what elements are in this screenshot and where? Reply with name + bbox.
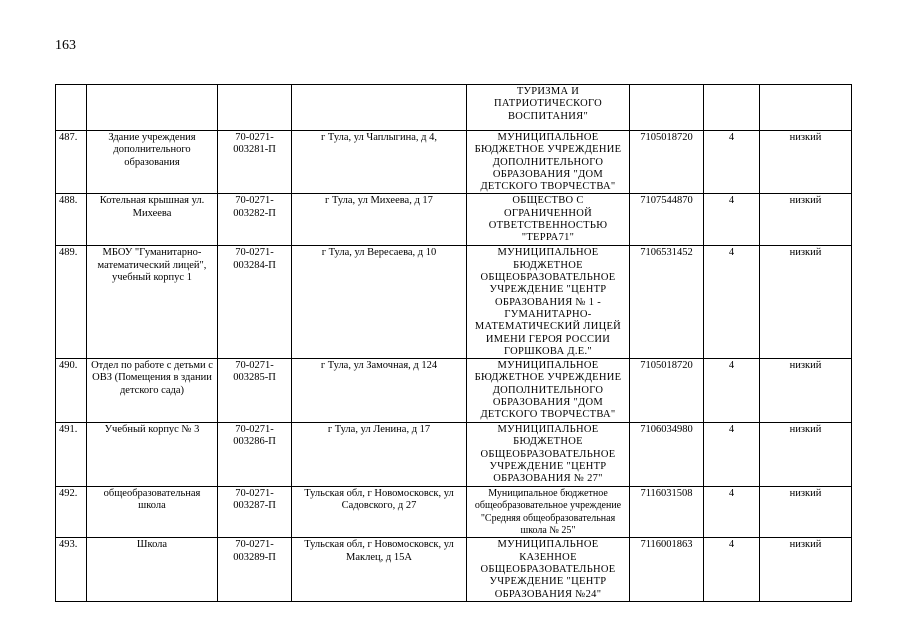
cell-code: 70-0271-003284-П: [218, 246, 292, 359]
cell-organization: МУНИЦИПАЛЬНОЕ БЮДЖЕТНОЕ ОБЩЕОБРАЗОВАТЕЛЬНОЕ УЧРЕЖДЕНИЕ "ЦЕНТР ОБРАЗОВАНИЯ № 1 - ГУМАНИТАРНО-МАТЕМАТИЧЕСКИЙ ЛИЦЕЙ ИМЕНИ ГЕРОЯ РОССИИ ГОРШКОВА Д.Е.": [467, 246, 630, 359]
cell-address: Тульская обл, г Новомосковск, ул Маклец, д 15А: [292, 538, 467, 601]
cell-organization: ТУРИЗМА И ПАТРИОТИЧЕСКОГО ВОСПИТАНИЯ": [467, 85, 630, 131]
cell-risk: [760, 85, 852, 131]
cell-num: [56, 85, 87, 131]
cell-code: 70-0271-003287-П: [218, 487, 292, 538]
cell-category: 4: [704, 246, 760, 359]
registry-table: [55, 84, 852, 602]
cell-address: [292, 85, 467, 131]
cell-address: г Тула, ул Замочная, д 124: [292, 359, 467, 423]
cell-inn: 7106034980: [630, 423, 704, 487]
cell-name: Учебный корпус № 3: [87, 423, 218, 487]
cell-name: общеобразовательная школа: [87, 487, 218, 538]
cell-name: Котельная крышная ул. Михеева: [87, 194, 218, 246]
cell-inn: 7107544870: [630, 194, 704, 246]
cell-organization: МУНИЦИПАЛЬНОЕ БЮДЖЕТНОЕ ОБЩЕОБРАЗОВАТЕЛЬНОЕ УЧРЕЖДЕНИЕ "ЦЕНТР ОБРАЗОВАНИЯ № 27": [467, 423, 630, 487]
cell-risk: низкий: [760, 423, 852, 487]
table-row: [56, 246, 852, 359]
cell-risk: низкий: [760, 487, 852, 538]
cell-name: Здание учреждения дополнительного образования: [87, 131, 218, 194]
cell-organization: ОБЩЕСТВО С ОГРАНИЧЕННОЙ ОТВЕТСТВЕННОСТЬЮ "ТЕРРА71": [467, 194, 630, 246]
cell-inn: 7105018720: [630, 359, 704, 423]
cell-name: [87, 85, 218, 131]
cell-organization: Муниципальное бюджетное общеобразовательное учреждение "Средняя общеобразовательная школа № 25": [467, 487, 630, 538]
cell-risk: низкий: [760, 194, 852, 246]
cell-code: 70-0271-003281-П: [218, 131, 292, 194]
cell-name: Отдел по работе с детьми с ОВЗ (Помещения в здании детского сада): [87, 359, 218, 423]
cell-name: МБОУ "Гуманитарно-математический лицей", учебный корпус 1: [87, 246, 218, 359]
cell-num: 492.: [56, 487, 87, 538]
cell-address: г Тула, ул Михеева, д 17: [292, 194, 467, 246]
cell-category: 4: [704, 487, 760, 538]
cell-risk: низкий: [760, 246, 852, 359]
table-row: [56, 423, 852, 487]
cell-category: 4: [704, 423, 760, 487]
cell-address: Тульская обл, г Новомосковск, ул Садовского, д 27: [292, 487, 467, 538]
table-row: [56, 131, 852, 194]
cell-organization: МУНИЦИПАЛЬНОЕ КАЗЕННОЕ ОБЩЕОБРАЗОВАТЕЛЬНОЕ УЧРЕЖДЕНИЕ "ЦЕНТР ОБРАЗОВАНИЯ №24": [467, 538, 630, 601]
cell-organization: МУНИЦИПАЛЬНОЕ БЮДЖЕТНОЕ УЧРЕЖДЕНИЕ ДОПОЛНИТЕЛЬНОГО ОБРАЗОВАНИЯ "ДОМ ДЕТСКОГО ТВОРЧЕСТВА": [467, 131, 630, 194]
cell-num: 487.: [56, 131, 87, 194]
table-row: [56, 359, 852, 423]
cell-num: 489.: [56, 246, 87, 359]
table-row: [56, 538, 852, 601]
page-number: 163: [55, 38, 76, 53]
cell-num: 490.: [56, 359, 87, 423]
cell-code: 70-0271-003289-П: [218, 538, 292, 601]
cell-inn: 7106531452: [630, 246, 704, 359]
cell-name: Школа: [87, 538, 218, 601]
cell-code: 70-0271-003282-П: [218, 194, 292, 246]
cell-num: 488.: [56, 194, 87, 246]
cell-address: г Тула, ул Ленина, д 17: [292, 423, 467, 487]
cell-risk: низкий: [760, 131, 852, 194]
cell-risk: низкий: [760, 359, 852, 423]
cell-inn: 7105018720: [630, 131, 704, 194]
cell-category: [704, 85, 760, 131]
cell-code: 70-0271-003286-П: [218, 423, 292, 487]
cell-num: 493.: [56, 538, 87, 601]
cell-organization: МУНИЦИПАЛЬНОЕ БЮДЖЕТНОЕ УЧРЕЖДЕНИЕ ДОПОЛНИТЕЛЬНОГО ОБРАЗОВАНИЯ "ДОМ ДЕТСКОГО ТВОРЧЕСТВА": [467, 359, 630, 423]
cell-address: г Тула, ул Чаплыгина, д 4,: [292, 131, 467, 194]
cell-category: 4: [704, 359, 760, 423]
cell-code: 70-0271-003285-П: [218, 359, 292, 423]
cell-risk: низкий: [760, 538, 852, 601]
cell-category: 4: [704, 538, 760, 601]
cell-category: 4: [704, 131, 760, 194]
cell-inn: [630, 85, 704, 131]
table-row: [56, 487, 852, 538]
table-row: [56, 194, 852, 246]
table-row-continued: [56, 85, 852, 131]
cell-inn: 7116001863: [630, 538, 704, 601]
cell-inn: 7116031508: [630, 487, 704, 538]
cell-address: г Тула, ул Вересаева, д 10: [292, 246, 467, 359]
cell-code: [218, 85, 292, 131]
cell-num: 491.: [56, 423, 87, 487]
cell-category: 4: [704, 194, 760, 246]
